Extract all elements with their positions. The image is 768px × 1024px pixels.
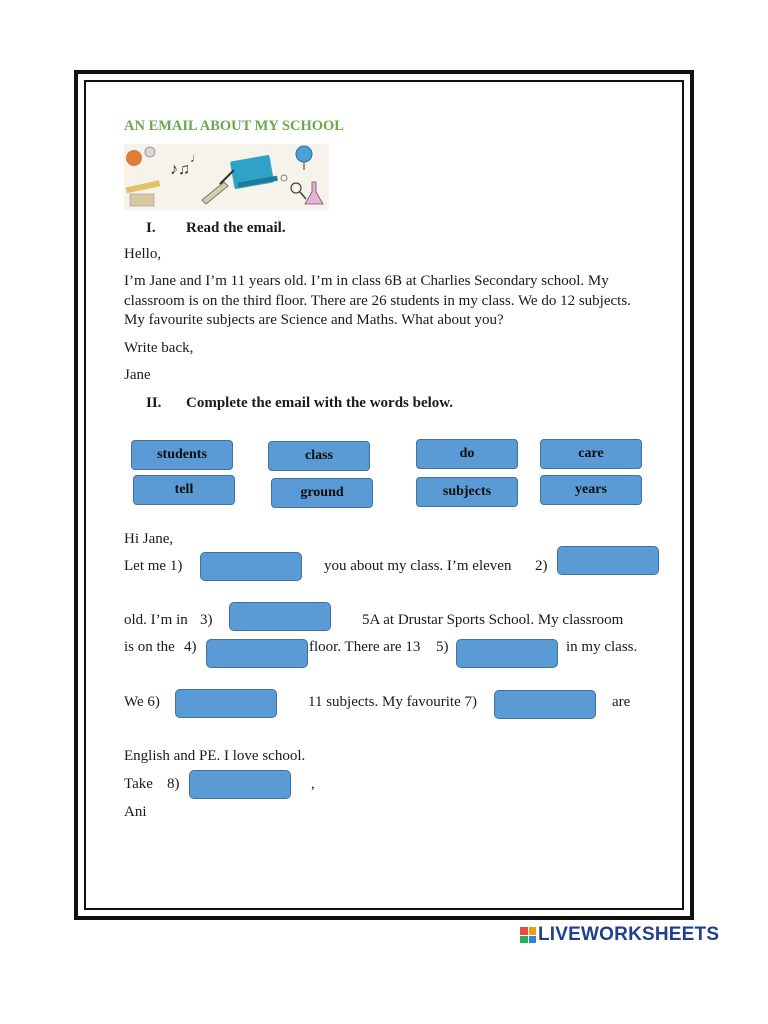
flask-icon xyxy=(305,182,323,204)
word-chip-students[interactable]: students xyxy=(131,440,233,470)
word-chip-class[interactable]: class xyxy=(268,441,370,471)
page-title: AN EMAIL ABOUT MY SCHOOL xyxy=(124,118,344,134)
email-2-line4-middle: 11 subjects. My favourite 7) xyxy=(308,694,477,710)
liveworksheets-logo-icon xyxy=(520,927,536,943)
section-1-number: I. xyxy=(146,220,156,236)
email-1-greeting: Hello, xyxy=(124,246,162,262)
blank-4-input[interactable] xyxy=(206,639,308,668)
email-2-line1-start: Let me 1) xyxy=(124,558,183,574)
globe-icon xyxy=(296,146,312,162)
email-2-line6-start: Take xyxy=(124,776,153,792)
blank-2-number: 2) xyxy=(535,558,548,574)
email-1-body: I’m Jane and I’m 11 years old. I’m in class 6B at Charlies Secondary school. My classroom is on the third floor. There are 26 students in my class. We do 12 subjects. My favourite subjects are Science and Maths. What about you? xyxy=(124,273,631,328)
email-2-line6-comma: , xyxy=(311,776,315,792)
section-1-heading: Read the email. xyxy=(186,220,286,236)
section-2-number: II. xyxy=(146,395,162,411)
liveworksheets-logo xyxy=(520,924,719,946)
svg-text:♩: ♩ xyxy=(190,151,202,165)
ball-icon xyxy=(145,147,155,157)
email-2-line2-end: 5A at Drustar Sports School. My classroom xyxy=(362,612,624,628)
blank-3-input[interactable] xyxy=(229,602,331,631)
word-chip-care[interactable]: care xyxy=(540,439,642,469)
email-2-line4-end: are xyxy=(612,694,631,710)
word-chip-subjects[interactable]: subjects xyxy=(416,477,518,507)
liveworksheets-logo-text: LIVEWORKSHEETS xyxy=(538,924,720,945)
word-chip-ground[interactable]: ground xyxy=(271,478,373,508)
music-notes-icon: ♪♫ xyxy=(170,161,190,178)
section-2-heading: Complete the email with the words below. xyxy=(186,395,454,411)
word-chip-do[interactable]: do xyxy=(416,439,518,469)
email-1-closing: Write back, xyxy=(124,340,194,356)
blank-8-number: 8) xyxy=(167,776,180,792)
email-2-line5: English and PE. I love school. xyxy=(124,748,306,764)
blank-6-input[interactable] xyxy=(175,689,277,718)
blank-5-number: 5) xyxy=(436,639,449,655)
school-supplies-illustration xyxy=(124,144,329,210)
magnifier-icon xyxy=(291,183,301,193)
email-2-line1-middle: you about my class. I’m eleven xyxy=(324,558,512,574)
email-2-signature: Ani xyxy=(124,804,147,820)
school-supplies-svg xyxy=(124,144,329,210)
word-chip-tell[interactable]: tell xyxy=(133,475,235,505)
word-chip-years[interactable]: years xyxy=(540,475,642,505)
blank-1-input[interactable] xyxy=(200,552,302,581)
email-2-line4-start: We 6) xyxy=(124,694,160,710)
blank-2-input[interactable] xyxy=(557,546,659,575)
email-2-line3-middle: floor. There are 13 xyxy=(309,639,421,655)
ruler-icon xyxy=(126,180,161,193)
email-2-line3-start: is on the xyxy=(124,639,175,655)
blank-5-input[interactable] xyxy=(456,639,558,668)
blank-7-input[interactable] xyxy=(494,690,596,719)
email-2-line2-start: old. I’m in xyxy=(124,612,188,628)
calculator-icon xyxy=(130,194,154,206)
blank-8-input[interactable] xyxy=(189,770,291,799)
email-1-signature: Jane xyxy=(124,367,151,383)
email-2-line3-end: in my class. xyxy=(566,639,638,655)
email-2-greeting: Hi Jane, xyxy=(124,531,174,547)
basketball-icon xyxy=(126,150,142,166)
blank-3-number: 3) xyxy=(200,612,213,628)
blank-4-number: 4) xyxy=(184,639,197,655)
pencil-paper-icon xyxy=(202,182,228,204)
